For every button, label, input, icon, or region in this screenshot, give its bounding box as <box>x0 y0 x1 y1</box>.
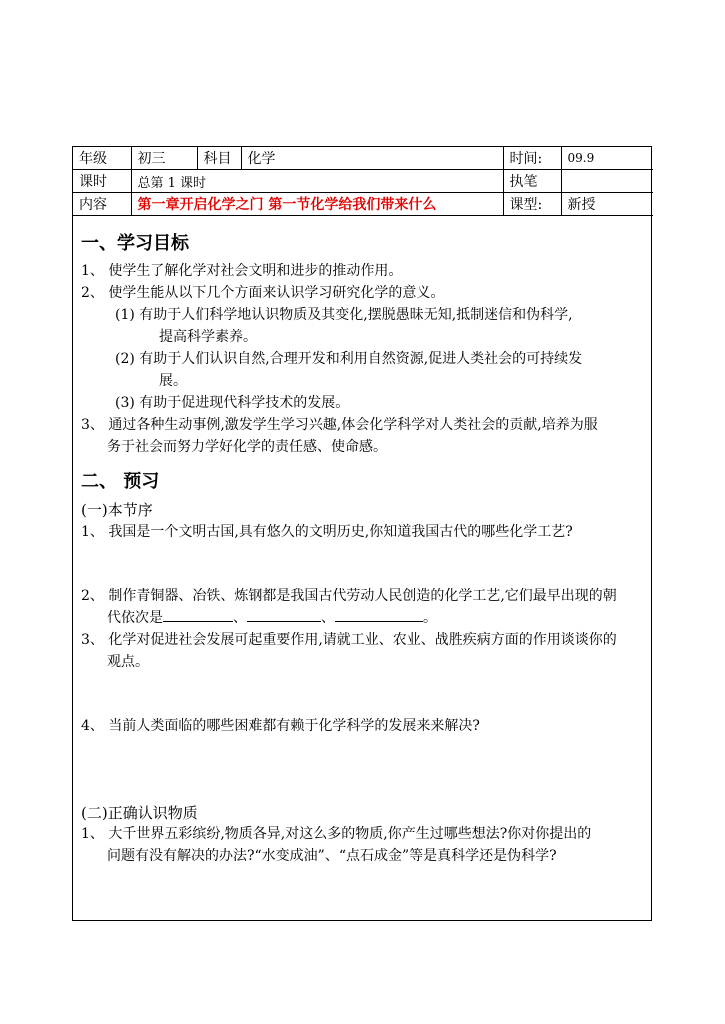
question-1: 1、 我国是一个文明古国,具有悠久的文明历史,你知道我国古代的哪些化学工艺? <box>81 524 573 540</box>
grade-value: 初三 <box>131 147 197 170</box>
goals-heading: 一、学习目标 <box>81 233 189 254</box>
time-label: 时间: <box>503 147 561 170</box>
question-2: 2、 制作青铜器、冶铁、炼钢都是我国古代劳动人民创造的化学工艺,它们最早出现的朝 <box>81 588 617 604</box>
answer-blank-1[interactable] <box>163 607 233 622</box>
goal-item-1: 1、 使学生了解化学对社会文明和进步的推动作用。 <box>81 263 403 279</box>
content-value: 第一章开启化学之门 第一节化学给我们带来什么 <box>131 193 503 216</box>
writer-value <box>561 170 653 193</box>
period-value: 总第 1 课时 <box>131 170 503 193</box>
goal-item-2-2: (2) 有助于人们认识自然,合理开发和利用自然资源,促进人类社会的可持续发 <box>115 351 583 367</box>
goal-item-2-1: (1) 有助于人们科学地认识物质及其变化,摆脱愚昧无知,抵制迷信和伪科学, <box>115 307 573 323</box>
lesson-plan-page <box>72 146 652 921</box>
blank-separator-2: 、 <box>321 610 335 626</box>
time-value: 09.9 <box>561 147 653 170</box>
subject-value: 化学 <box>241 147 503 170</box>
goal-item-2-3: (3) 有助于促进现代科学技术的发展。 <box>115 395 350 411</box>
blank-separator-1: 、 <box>233 610 247 626</box>
goal-item-2-1-cont: 提高科学素养。 <box>159 329 257 345</box>
goal-item-2: 2、 使学生能从以下几个方面来认识学习研究化学的意义。 <box>81 285 445 301</box>
preview-heading: 二、 预习 <box>81 471 160 492</box>
question-5-cont: 问题有没有解决的办法?“水变成油”、“点石成金”等是真科学还是伪科学? <box>107 848 557 864</box>
question-3-cont: 观点。 <box>107 654 149 670</box>
answer-blank-3[interactable] <box>335 607 423 622</box>
writer-label: 执笔 <box>503 170 561 193</box>
goal-item-3: 3、 通过各种生动事例,激发学生学习兴趣,体会化学科学对人类社会的贡献,培养为服 <box>81 417 598 433</box>
goal-item-2-2-cont: 展。 <box>159 373 187 389</box>
grade-label: 年级 <box>73 147 131 170</box>
question-2-end: 。 <box>423 610 437 626</box>
question-3: 3、 化学对促进社会发展可起重要作用,请就工业、农业、战胜疾病方面的作用谈谈你的 <box>81 632 617 648</box>
type-label: 课型: <box>503 193 561 216</box>
section-order-heading: (一)本节序 <box>81 501 153 519</box>
question-2-prefix: 代依次是 <box>107 610 163 626</box>
lesson-header-table <box>73 147 653 216</box>
question-5: 1、 大千世界五彩缤纷,物质各异,对这么多的物质,你产生过哪些想法?你对你提出的 <box>81 826 592 842</box>
content-label: 内容 <box>73 193 131 216</box>
goal-item-3-cont: 务于社会而努力学好化学的责任感、使命感。 <box>107 439 387 455</box>
period-label: 课时 <box>73 170 131 193</box>
subject-label: 科目 <box>197 147 241 170</box>
type-value: 新授 <box>561 193 653 216</box>
matter-heading: (二)正确认识物质 <box>81 804 198 822</box>
question-2-cont <box>107 607 437 629</box>
answer-blank-2[interactable] <box>247 607 321 622</box>
question-4: 4、 当前人类面临的哪些困难都有赖于化学科学的发展来来解决? <box>81 718 480 734</box>
